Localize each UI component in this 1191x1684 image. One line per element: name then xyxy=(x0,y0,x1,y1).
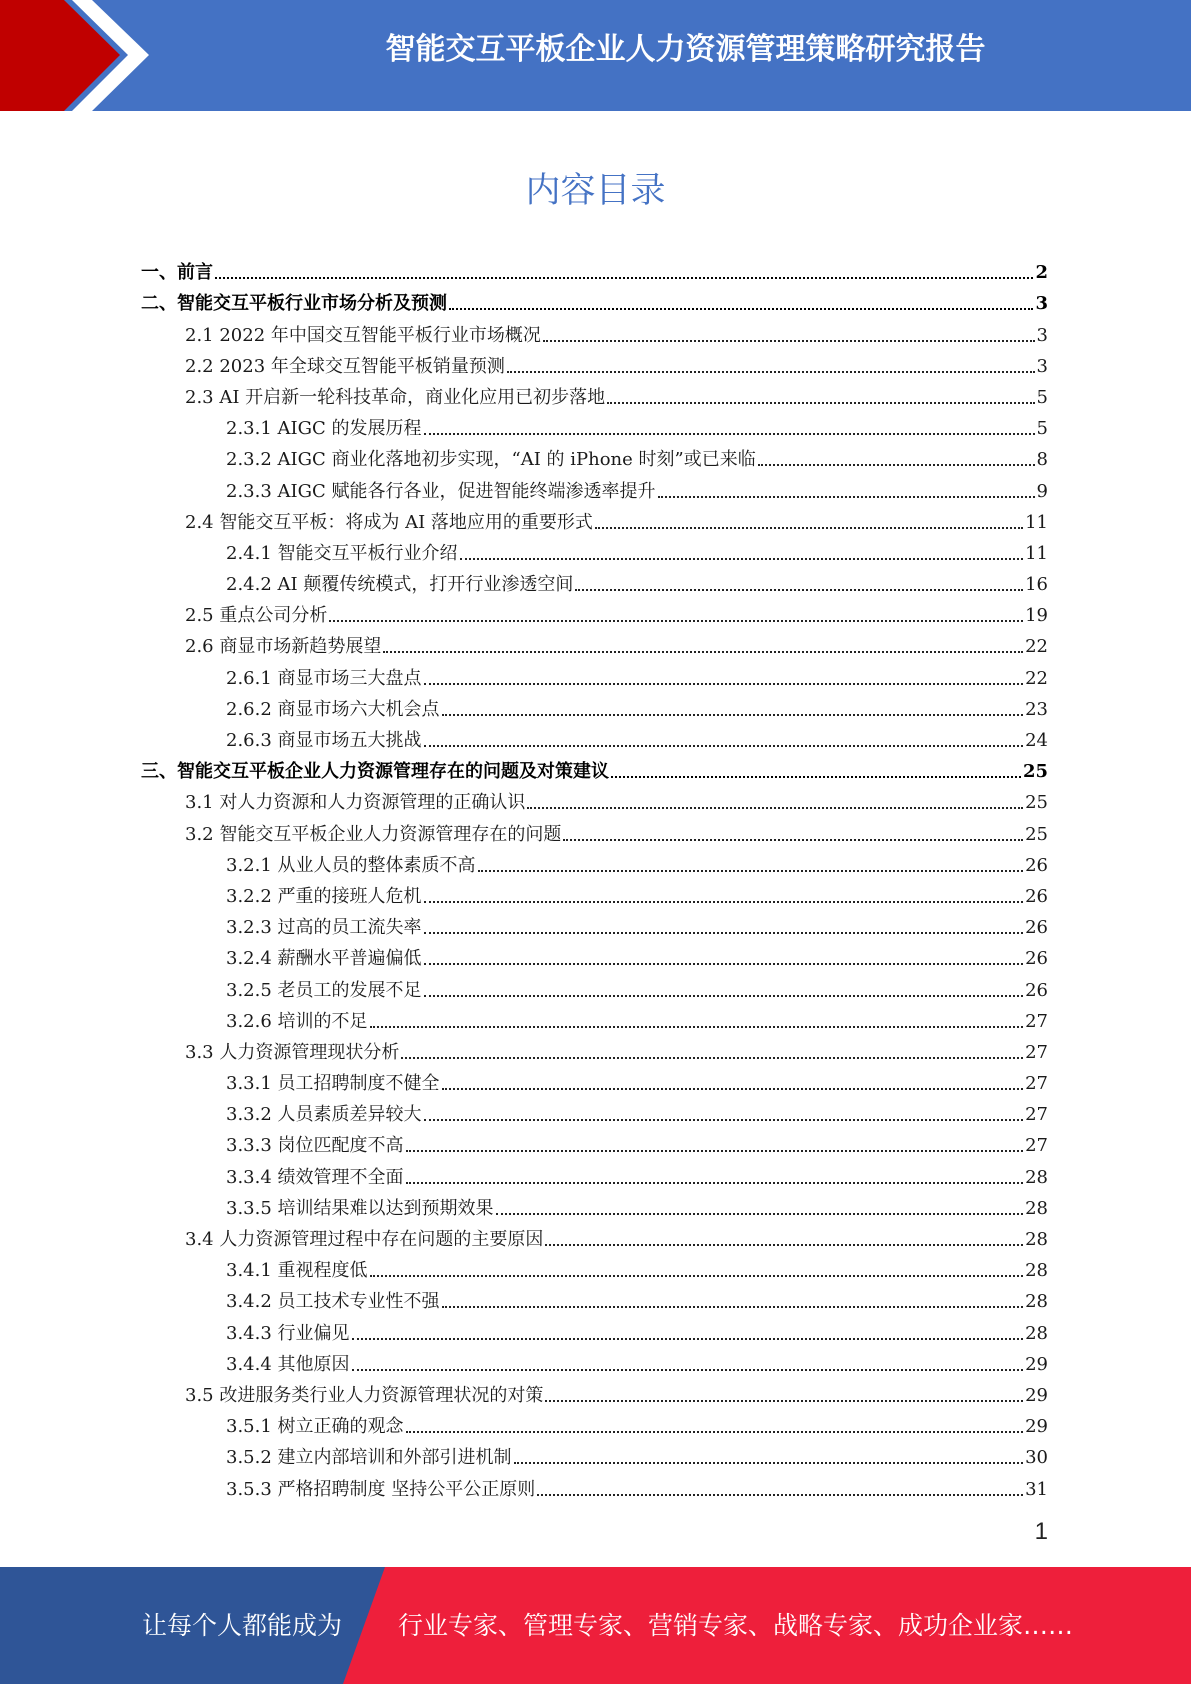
toc-entry[interactable] xyxy=(141,597,1048,628)
toc-dot-leader xyxy=(424,995,1024,997)
toc-entry-page: 22 xyxy=(1025,636,1048,658)
toc-entry[interactable] xyxy=(141,1221,1048,1252)
toc-entry[interactable] xyxy=(141,566,1048,597)
toc-dot-leader xyxy=(370,1275,1024,1277)
toc-entry-page: 22 xyxy=(1025,667,1048,689)
toc-entry-page: 2 xyxy=(1035,262,1048,284)
toc-entry-page: 25 xyxy=(1025,823,1048,845)
toc-entry-label: 2.3.1 AIGC 的发展历程 xyxy=(226,418,422,440)
toc-entry-page: 5 xyxy=(1036,418,1048,440)
toc-entry[interactable] xyxy=(141,1439,1048,1470)
toc-dot-leader xyxy=(527,807,1023,809)
toc-heading: 内容目录 xyxy=(525,171,666,211)
toc-dot-leader xyxy=(658,496,1035,498)
toc-entry-label: 3.4.2 员工技术专业性不强 xyxy=(226,1291,440,1313)
toc-dot-leader xyxy=(352,1338,1024,1340)
toc-entry-label: 2.4.2 AI 颠覆传统模式，打开行业渗透空间 xyxy=(226,574,574,596)
toc-entry[interactable] xyxy=(141,316,1048,347)
toc-entry-label: 3.3.1 员工招聘制度不健全 xyxy=(226,1073,440,1095)
toc-dot-leader xyxy=(424,745,1024,747)
toc-entry-label: 2.6 商显市场新趋势展望 xyxy=(185,636,382,658)
toc-entry-page: 26 xyxy=(1025,917,1048,939)
toc-entry-label: 3.2 智能交互平板企业人力资源管理存在的问题 xyxy=(185,823,562,845)
toc-entry-label: 3.5.1 树立正确的观念 xyxy=(226,1416,404,1438)
toc-entry-page: 28 xyxy=(1025,1166,1048,1188)
toc-dot-leader xyxy=(401,1057,1023,1059)
toc-entry-label: 3.2.1 从业人员的整体素质不高 xyxy=(226,854,476,876)
toc-entry[interactable] xyxy=(141,441,1048,472)
toc-dot-leader xyxy=(545,1244,1023,1246)
toc-entry-page: 25 xyxy=(1022,761,1048,783)
toc-entry-page: 3 xyxy=(1035,293,1048,315)
header-chevron-decoration xyxy=(0,0,160,111)
toc-entry[interactable] xyxy=(141,659,1048,690)
toc-entry-label: 三、智能交互平板企业人力资源管理存在的问题及对策建议 xyxy=(141,761,609,783)
toc-entry-page: 27 xyxy=(1025,1073,1048,1095)
toc-entry-label: 2.2 2023 年全球交互智能平板销量预测 xyxy=(185,355,505,377)
table-of-contents xyxy=(141,254,1048,1502)
toc-entry-label: 3.4 人力资源管理过程中存在问题的主要原因 xyxy=(185,1229,544,1250)
footer-expert-list: 行业专家、管理专家、营销专家、战略专家、成功企业家…… xyxy=(398,1611,1074,1640)
toc-dot-leader xyxy=(575,589,1023,591)
toc-entry[interactable] xyxy=(141,410,1048,441)
toc-dot-leader xyxy=(460,558,1024,560)
report-title: 智能交互平板企业人力资源管理策略研究报告 xyxy=(385,32,986,67)
toc-entry[interactable] xyxy=(141,940,1048,971)
toc-entry-page: 26 xyxy=(1025,979,1048,1001)
toc-dot-leader xyxy=(442,714,1024,716)
toc-entry[interactable] xyxy=(141,254,1048,285)
toc-entry-page: 5 xyxy=(1036,386,1048,408)
toc-entry-label: 二、智能交互平板行业市场分析及预测 xyxy=(141,293,447,315)
footer-slogan: 让每个人都能成为 xyxy=(142,1611,343,1640)
toc-dot-leader xyxy=(215,277,1033,279)
toc-entry[interactable] xyxy=(141,815,1048,846)
toc-entry-label: 2.6.3 商显市场五大挑战 xyxy=(226,730,422,751)
page-number: 1 xyxy=(1034,1518,1048,1545)
toc-entry-label: 3.2.5 老员工的发展不足 xyxy=(226,979,422,1001)
toc-dot-leader xyxy=(424,901,1024,903)
toc-dot-leader xyxy=(424,1119,1024,1121)
toc-dot-leader xyxy=(514,1462,1024,1464)
toc-entry-page: 19 xyxy=(1025,605,1048,627)
toc-entry[interactable] xyxy=(141,1127,1048,1158)
toc-entry-label: 一、前言 xyxy=(141,262,213,284)
toc-entry-page: 9 xyxy=(1036,480,1048,502)
toc-entry-label: 3.5.3 严格招聘制度 坚持公平公正原则 xyxy=(226,1478,536,1500)
toc-entry-page: 24 xyxy=(1025,730,1048,751)
toc-entry-page: 25 xyxy=(1025,792,1048,814)
toc-entry[interactable] xyxy=(141,1377,1048,1408)
toc-dot-leader xyxy=(406,1431,1024,1433)
toc-entry[interactable] xyxy=(141,1283,1048,1314)
toc-entry[interactable] xyxy=(141,472,1048,503)
toc-entry-label: 2.4 智能交互平板：将成为 AI 落地应用的重要形式 xyxy=(185,511,593,533)
toc-entry-label: 2.6.1 商显市场三大盘点 xyxy=(226,667,422,689)
toc-entry-page: 23 xyxy=(1025,698,1048,720)
toc-entry-label: 2.3 AI 开启新一轮科技革命，商业化应用已初步落地 xyxy=(185,386,606,408)
toc-dot-leader xyxy=(406,1182,1024,1184)
toc-entry-page: 27 xyxy=(1025,1104,1048,1126)
toc-entry-label: 3.2.3 过高的员工流失率 xyxy=(226,917,422,939)
toc-dot-leader xyxy=(449,308,1033,310)
toc-dot-leader xyxy=(545,1400,1023,1402)
toc-entry[interactable] xyxy=(141,1096,1048,1127)
toc-entry-page: 28 xyxy=(1025,1260,1048,1282)
toc-entry-page: 8 xyxy=(1036,449,1048,471)
toc-entry-page: 28 xyxy=(1025,1229,1048,1250)
toc-entry-label: 3.5.2 建立内部培训和外部引进机制 xyxy=(226,1447,512,1469)
toc-entry-label: 2.1 2022 年中国交互智能平板行业市场概况 xyxy=(185,324,541,346)
toc-entry-page: 28 xyxy=(1025,1322,1048,1344)
toc-dot-leader xyxy=(424,683,1024,685)
toc-entry[interactable] xyxy=(141,1065,1048,1096)
toc-entry[interactable] xyxy=(141,971,1048,1002)
toc-entry-label: 3.5 改进服务类行业人力资源管理状况的对策 xyxy=(185,1384,544,1406)
toc-entry[interactable] xyxy=(141,1158,1048,1189)
toc-entry[interactable] xyxy=(141,753,1048,784)
toc-entry[interactable] xyxy=(141,504,1048,535)
toc-entry-page: 26 xyxy=(1025,854,1048,876)
toc-dot-leader xyxy=(370,1026,1024,1028)
toc-entry[interactable] xyxy=(141,847,1048,878)
toc-dot-leader xyxy=(352,1369,1024,1371)
toc-entry-page: 30 xyxy=(1025,1447,1048,1469)
toc-entry-label: 3.2.4 薪酬水平普遍偏低 xyxy=(226,948,422,970)
toc-entry[interactable] xyxy=(141,535,1048,566)
toc-entry-label: 3.4.3 行业偏见 xyxy=(226,1322,350,1344)
toc-entry-label: 3.4.1 重视程度低 xyxy=(226,1260,368,1282)
toc-entry-page: 11 xyxy=(1025,511,1048,533)
toc-entry-page: 26 xyxy=(1025,885,1048,907)
toc-entry[interactable] xyxy=(141,1034,1048,1065)
toc-dot-leader xyxy=(478,870,1024,872)
toc-entry-page: 31 xyxy=(1025,1478,1048,1500)
toc-dot-leader xyxy=(611,776,1021,778)
report-footer xyxy=(0,1567,1191,1684)
toc-entry[interactable] xyxy=(141,348,1048,379)
toc-entry-label: 3.3.4 绩效管理不全面 xyxy=(226,1166,404,1188)
toc-entry-label: 3.3.2 人员素质差异较大 xyxy=(226,1104,422,1126)
toc-entry-label: 2.5 重点公司分析 xyxy=(185,605,328,627)
toc-entry-page: 27 xyxy=(1025,1135,1048,1157)
toc-dot-leader xyxy=(424,932,1024,934)
toc-dot-leader xyxy=(537,1494,1023,1496)
toc-entry[interactable] xyxy=(141,628,1048,659)
toc-entry-label: 3.2.2 严重的接班人危机 xyxy=(226,885,422,907)
toc-entry[interactable] xyxy=(141,285,1048,316)
toc-dot-leader xyxy=(496,1213,1024,1215)
toc-dot-leader xyxy=(563,839,1023,841)
toc-entry[interactable] xyxy=(141,1470,1048,1501)
toc-entry[interactable] xyxy=(141,691,1048,722)
toc-entry[interactable] xyxy=(141,878,1048,909)
toc-entry-label: 2.6.2 商显市场六大机会点 xyxy=(226,698,440,720)
toc-entry-page: 27 xyxy=(1025,1010,1048,1032)
toc-dot-leader xyxy=(442,1306,1024,1308)
toc-entry-label: 2.4.1 智能交互平板行业介绍 xyxy=(226,542,458,564)
toc-dot-leader xyxy=(329,620,1023,622)
toc-entry-page: 3 xyxy=(1036,324,1048,346)
toc-entry[interactable] xyxy=(141,1314,1048,1345)
toc-entry-page: 26 xyxy=(1025,948,1048,970)
report-header xyxy=(0,0,1191,111)
toc-entry-page: 11 xyxy=(1025,542,1048,564)
toc-dot-leader xyxy=(424,433,1035,435)
toc-entry-page: 28 xyxy=(1025,1197,1048,1219)
toc-entry-page: 27 xyxy=(1025,1041,1048,1063)
toc-entry-page: 29 xyxy=(1025,1353,1048,1375)
toc-entry-page: 16 xyxy=(1025,574,1048,596)
toc-entry-label: 2.3.2 AIGC 商业化落地初步实现，“AI 的 iPhone 时刻”或已来临 xyxy=(226,449,756,471)
toc-entry[interactable] xyxy=(141,1190,1048,1221)
toc-entry-label: 3.3 人力资源管理现状分析 xyxy=(185,1041,400,1063)
toc-dot-leader xyxy=(595,527,1023,529)
toc-dot-leader xyxy=(758,464,1035,466)
toc-entry[interactable] xyxy=(141,379,1048,410)
toc-entry-page: 29 xyxy=(1025,1416,1048,1438)
toc-dot-leader xyxy=(507,371,1035,373)
toc-entry[interactable] xyxy=(141,722,1048,753)
toc-entry[interactable] xyxy=(141,784,1048,815)
toc-dot-leader xyxy=(442,1088,1024,1090)
toc-entry-label: 3.4.4 其他原因 xyxy=(226,1353,350,1375)
toc-entry[interactable] xyxy=(141,1346,1048,1377)
toc-entry[interactable] xyxy=(141,909,1048,940)
toc-entry-page: 3 xyxy=(1036,355,1048,377)
toc-entry[interactable] xyxy=(141,1003,1048,1034)
toc-entry-page: 28 xyxy=(1025,1291,1048,1313)
toc-dot-leader xyxy=(406,1150,1024,1152)
toc-entry-label: 3.2.6 培训的不足 xyxy=(226,1010,368,1032)
toc-dot-leader xyxy=(424,963,1024,965)
toc-entry-label: 3.1 对人力资源和人力资源管理的正确认识 xyxy=(185,792,526,814)
toc-entry[interactable] xyxy=(141,1252,1048,1283)
toc-entry-page: 29 xyxy=(1025,1384,1048,1406)
toc-dot-leader xyxy=(543,340,1035,342)
toc-dot-leader xyxy=(383,651,1023,653)
toc-entry-label: 3.3.3 岗位匹配度不高 xyxy=(226,1135,404,1157)
toc-dot-leader xyxy=(607,402,1034,404)
toc-entry-label: 3.3.5 培训结果难以达到预期效果 xyxy=(226,1197,494,1219)
toc-entry-label: 2.3.3 AIGC 赋能各行各业，促进智能终端渗透率提升 xyxy=(226,480,656,502)
toc-entry[interactable] xyxy=(141,1408,1048,1439)
